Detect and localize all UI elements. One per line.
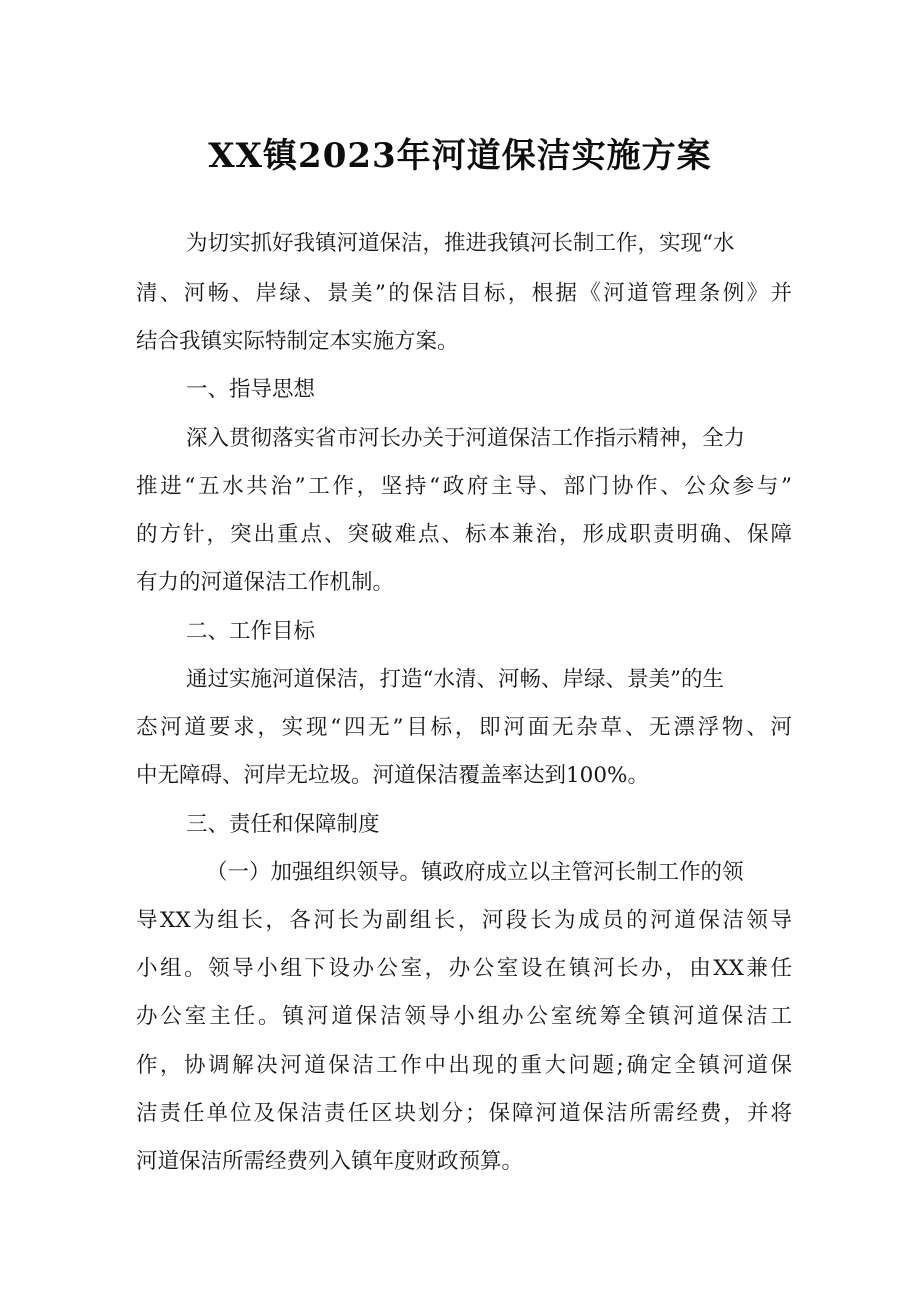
paragraph-line: 作，协调解决河道保洁工作中出现的重大问题;确定全镇河道保	[136, 1053, 792, 1078]
paragraph-line: （一）加强组织领导。镇政府成立以主管河长制工作的领	[206, 860, 744, 885]
paragraph-line: 中无障碍、河岸无垃圾。河道保洁覆盖率达到100%。	[136, 763, 649, 788]
intro-line: 结合我镇实际特制定本实施方案。	[136, 329, 459, 354]
paragraph-line: 推进“五水共治”工作，坚持“政府主导、部门协作、公众参与”	[136, 474, 792, 499]
section-heading: 二、工作目标	[186, 619, 316, 644]
paragraph-line: 洁责任单位及保洁责任区块划分；保障河道保洁所需经费，并将	[136, 1101, 792, 1126]
section-heading: 三、责任和保障制度	[186, 812, 380, 837]
paragraph-line: 导XX为组长，各河长为副组长，河段长为成员的河道保洁领导	[136, 908, 792, 933]
paragraph-line: 的方针，突出重点、突破难点、标本兼治，形成职责明确、保障	[136, 522, 792, 547]
paragraph-line: 河道保洁所需经费列入镇年度财政预算。	[136, 1149, 524, 1174]
document-title: XX镇2023年河道保洁实施方案	[208, 136, 712, 176]
paragraph-line: 通过实施河道保洁，打造“水清、河畅、岸绿、景美”的生	[186, 667, 724, 692]
paragraph-line: 有力的河道保洁工作机制。	[136, 570, 395, 595]
paragraph-line: 深入贯彻落实省市河长办关于河道保洁工作指示精神，全力	[186, 426, 746, 451]
paragraph-line: 小组。领导小组下设办公室，办公室设在镇河长办，由XX兼任	[136, 956, 792, 981]
intro-line: 为切实抓好我镇河道保洁，推进我镇河长制工作，实现“水	[186, 231, 735, 256]
section-heading: 一、指导思想	[186, 377, 316, 402]
intro-line: 清、河畅、岸绿、景美”的保洁目标，根据《河道管理条例》并	[136, 281, 792, 306]
paragraph-line: 办公室主任。镇河道保洁领导小组办公室统筹全镇河道保洁工	[136, 1004, 792, 1029]
paragraph-line: 态河道要求，实现“四无”目标，即河面无杂草、无漂浮物、河	[136, 715, 792, 740]
